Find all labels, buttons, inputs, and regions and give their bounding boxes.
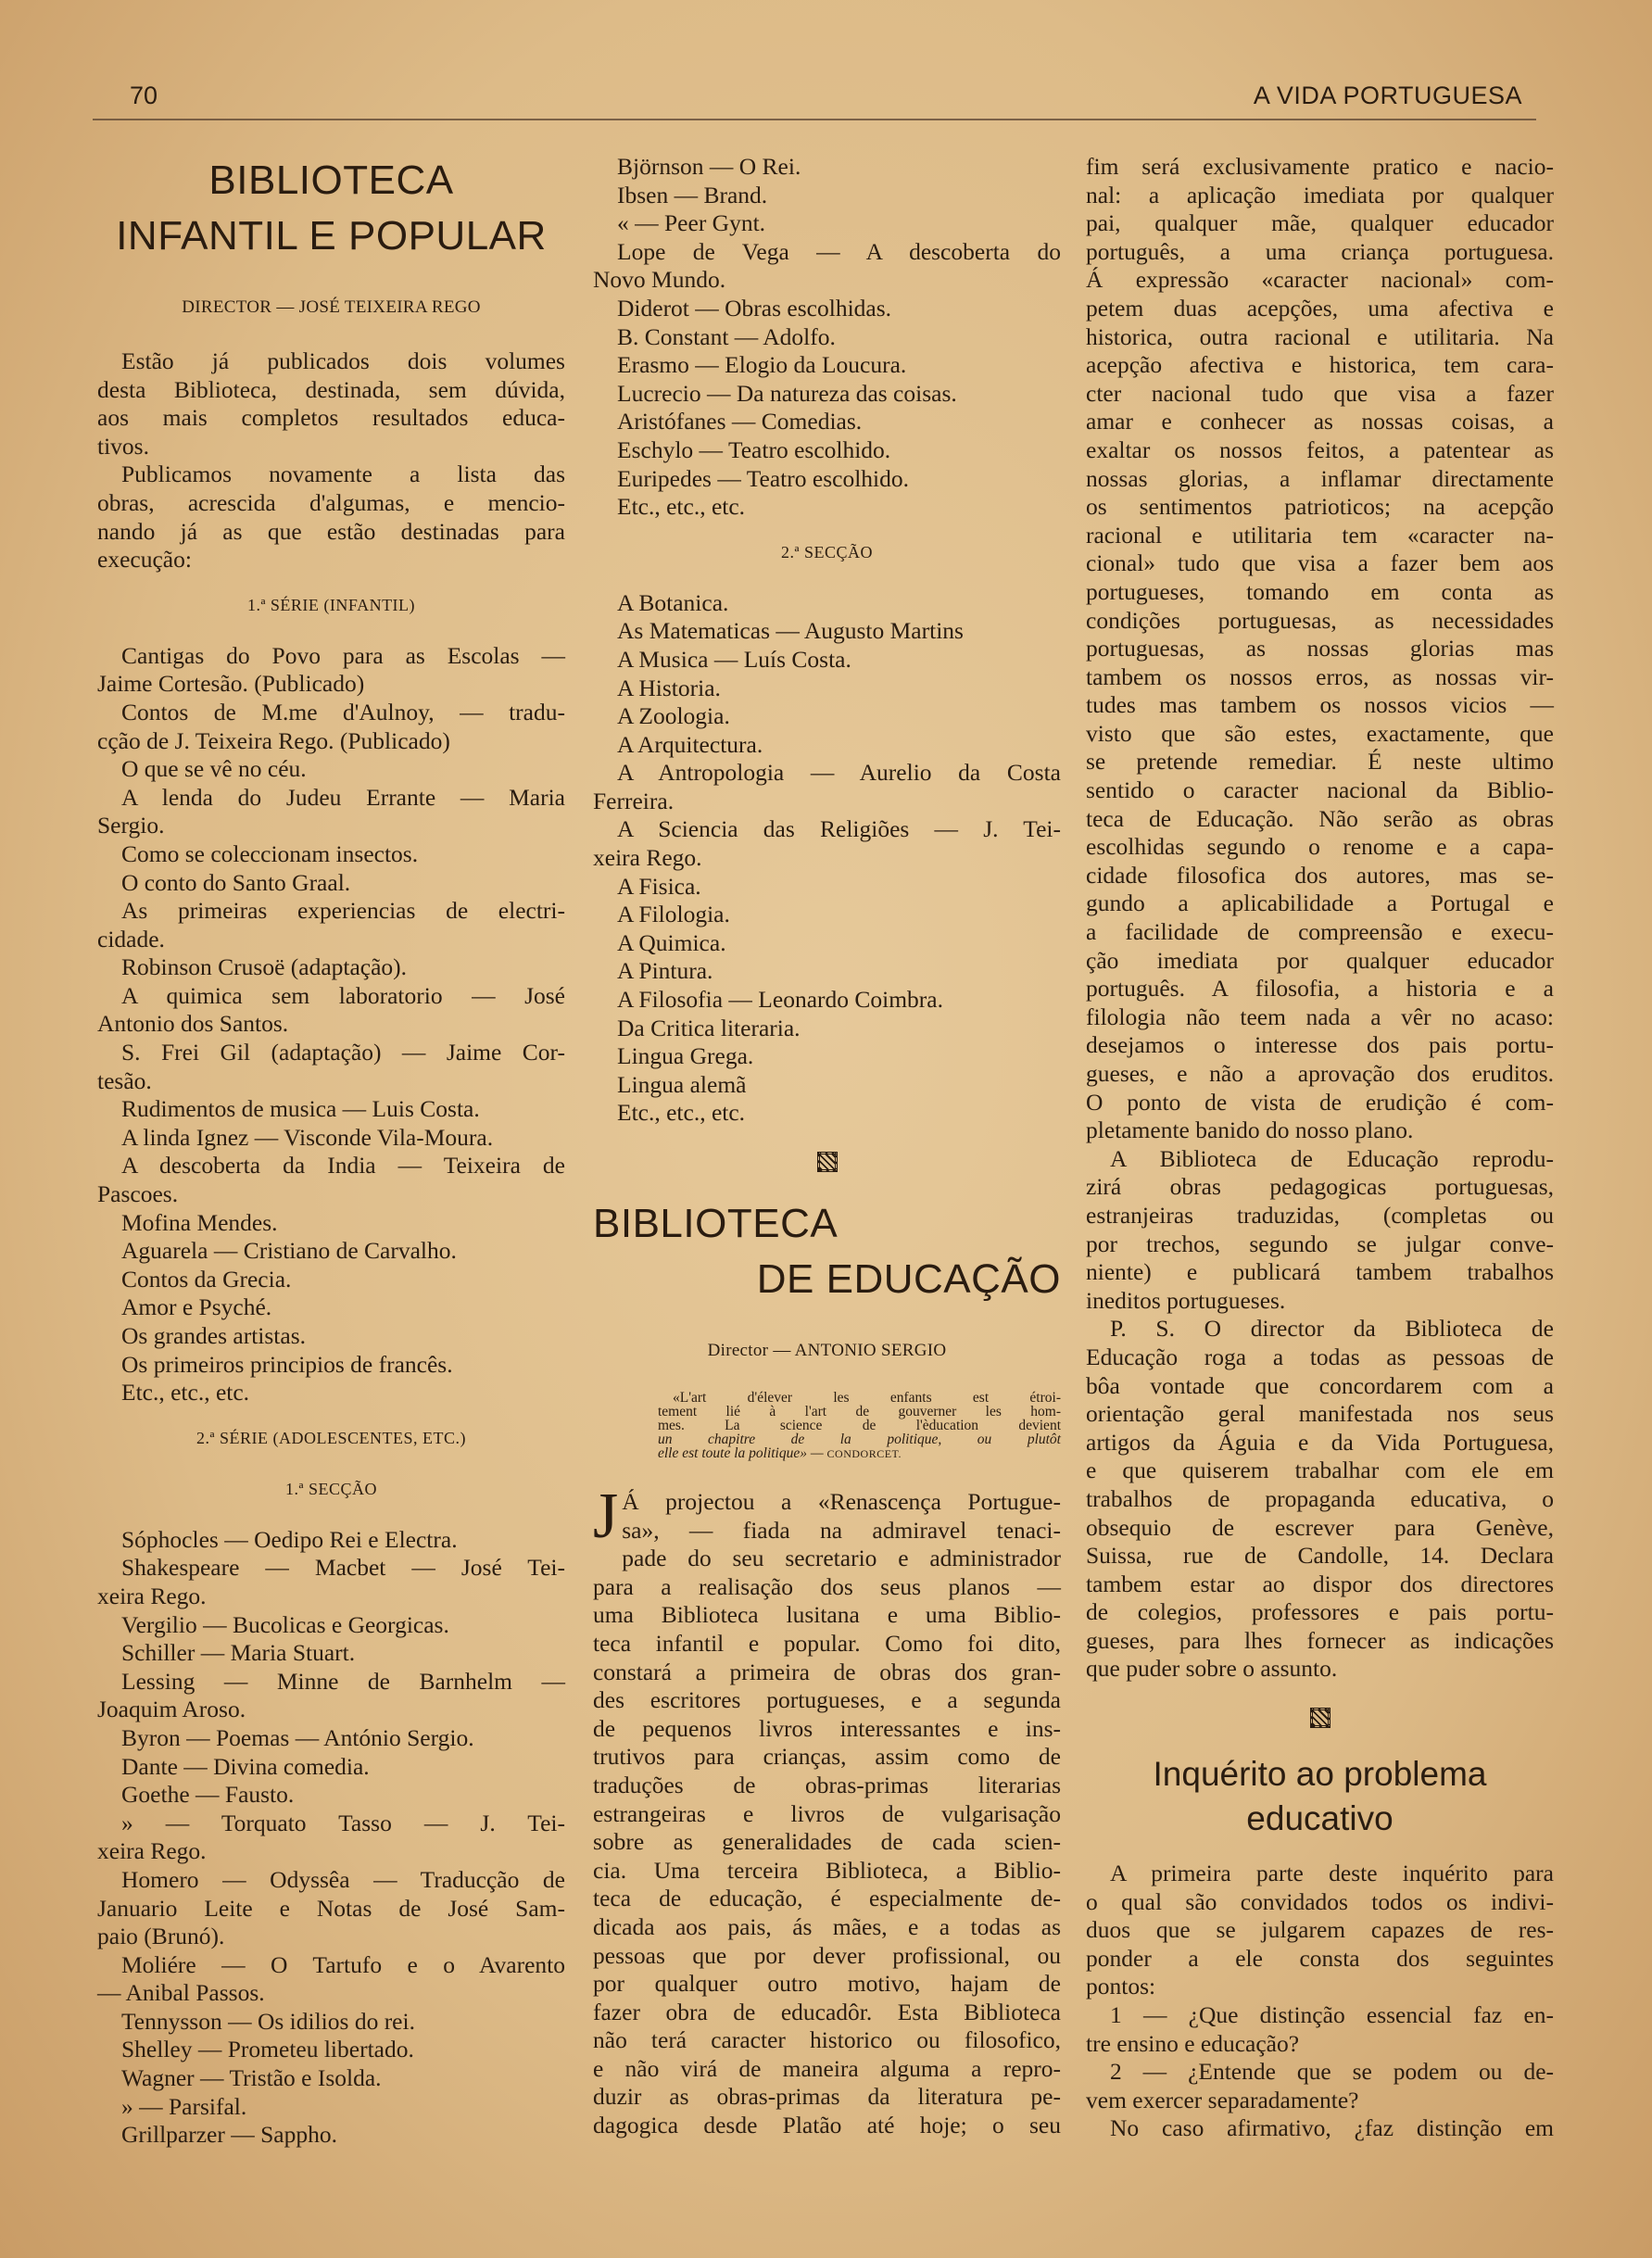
text-line: A Botanica. bbox=[617, 588, 729, 616]
text-line: para a realisação dos seus planos — bbox=[593, 1572, 1061, 1600]
text-line: português. A filosofia, a historia e a bbox=[1086, 975, 1554, 1003]
text-line: gueses, e não a aprovação dos eruditos. bbox=[1086, 1060, 1554, 1087]
text-line: Joaquim Aroso. bbox=[97, 1696, 246, 1723]
quote-line bbox=[658, 1405, 1061, 1419]
text-line: Wagner — Tristão e Isolda. bbox=[121, 2064, 382, 2092]
text-line: ponder a ele consta dos seguintes bbox=[1086, 1944, 1554, 1972]
text-line: portugueses, tomando em conta as bbox=[1086, 577, 1554, 605]
text-line: pletamente banido do nosso plano. bbox=[1086, 1116, 1414, 1144]
paragraph bbox=[97, 1322, 565, 1351]
epigraph-quote bbox=[658, 1391, 1061, 1460]
paragraph bbox=[97, 1209, 565, 1238]
text-line: tudes mas tambem os nossos vicios — bbox=[1086, 691, 1554, 719]
text-line: Etc., etc., etc. bbox=[617, 1099, 746, 1127]
text-line: xeira Rego. bbox=[97, 1582, 207, 1609]
text-line: Estão já publicados dois volumes bbox=[121, 347, 565, 374]
text-line: Etc., etc., etc. bbox=[617, 493, 746, 521]
text-line: « — Peer Gynt. bbox=[617, 209, 766, 237]
quote-text: tement lié à l'art de gouverner les hom- bbox=[658, 1404, 1061, 1419]
paragraph bbox=[593, 209, 1061, 238]
text-line: petem duas acepções, uma afectiva e bbox=[1086, 294, 1554, 322]
text-line: Sóphocles — Oedipo Rei e Electra. bbox=[121, 1525, 458, 1553]
text-line: A Pintura. bbox=[617, 957, 713, 985]
quote-line bbox=[658, 1446, 1061, 1460]
text-line: A Filosofia — Leonardo Coimbra. bbox=[617, 986, 943, 1014]
text-line: constará a primeira de obras dos gran- bbox=[593, 1658, 1061, 1685]
paragraph bbox=[1086, 153, 1554, 1145]
text-line: Educação roga a todas as pessoas de bbox=[1086, 1343, 1554, 1370]
text-line: As Matematicas — Augusto Martins bbox=[617, 617, 964, 645]
paragraph bbox=[593, 986, 1061, 1015]
paragraph bbox=[97, 1124, 565, 1153]
paragraph bbox=[593, 1099, 1061, 1128]
text-line: Robinson Crusoë (adaptação). bbox=[121, 953, 408, 981]
text-line: cter nacional tudo que visa a fazer bbox=[1086, 379, 1554, 407]
text-line: desta Biblioteca, destinada, sem dúvida, bbox=[97, 375, 565, 403]
paragraph bbox=[593, 351, 1061, 380]
text-line: Dante — Divina comedia. bbox=[121, 1752, 370, 1780]
text-line: cção de J. Teixeira Rego. (Publicado) bbox=[97, 726, 450, 754]
text-line: Mofina Mendes. bbox=[121, 1208, 278, 1236]
text-line: sobre as generalidades de cada scien- bbox=[593, 1828, 1061, 1856]
text-line: estrangeiras e livros de vulgarisação bbox=[593, 1799, 1061, 1827]
text-line: pai, qualquer mãe, qualquer educador bbox=[1086, 209, 1554, 237]
paragraph bbox=[97, 1237, 565, 1266]
paragraph bbox=[97, 2036, 565, 2064]
text-line: ção imediata por qualquer educador bbox=[1086, 946, 1554, 974]
text-line: tivos. bbox=[97, 432, 149, 460]
section-heading: 1.ª SÉRIE (INFANTIL) bbox=[246, 595, 416, 614]
text-line: No caso afirmativo, ¿faz distinção em bbox=[1110, 2114, 1554, 2142]
paragraph bbox=[593, 493, 1061, 522]
quote-text: «L'art d'élever les enfants est étroi- bbox=[673, 1390, 1061, 1406]
text-line: Lingua alemã bbox=[617, 1070, 747, 1098]
text-line: Moliére — O Tartufo e o Avarento bbox=[121, 1950, 565, 1978]
paragraph bbox=[97, 2093, 565, 2122]
text-line: niente) e publicará tambem trabalhos bbox=[1086, 1258, 1554, 1286]
text-line: » — Torquato Tasso — J. Tei- bbox=[121, 1809, 565, 1836]
paragraph bbox=[97, 1039, 565, 1095]
text-line: Rudimentos de musica — Luis Costa. bbox=[121, 1095, 480, 1123]
text-line: e que quiserem trabalhar com ele em bbox=[1086, 1457, 1554, 1484]
text-line: Euripedes — Teatro escolhido. bbox=[617, 464, 909, 492]
text-line: A Quimica. bbox=[617, 928, 726, 956]
text-line: A Antropologia — Aurelio da Costa bbox=[617, 759, 1061, 787]
section-title bbox=[97, 153, 565, 264]
text-line: nando já as que estão destinadas para bbox=[97, 517, 565, 545]
text-line: Os grandes artistas. bbox=[121, 1322, 306, 1349]
text-line: filologia não teem nada a vêr no acaso: bbox=[1086, 1003, 1554, 1030]
paragraph bbox=[97, 1781, 565, 1810]
paragraph bbox=[593, 929, 1061, 958]
text-line: pade do seu secretario e administrador bbox=[622, 1545, 1061, 1572]
text-line: visto que são estes, exactamente, que bbox=[1086, 719, 1554, 747]
text-line: A lenda do Judeu Errante — Maria bbox=[121, 783, 565, 811]
text-line: tre ensino e educação? bbox=[1086, 2029, 1300, 2057]
text-line: Schiller — Maria Stuart. bbox=[121, 1639, 356, 1667]
text-line: racional e utilitaria tem «caracter na- bbox=[1086, 521, 1554, 549]
paragraph bbox=[593, 675, 1061, 703]
text-line: A primeira parte deste inquérito para bbox=[1110, 1860, 1554, 1887]
text-line: teca infantil e popular. Como foi dito, bbox=[593, 1629, 1061, 1657]
text-line: obsequio de escrever para Genève, bbox=[1086, 1513, 1554, 1541]
text-line: gueses, para lhes fornecer as indicações bbox=[1086, 1626, 1554, 1654]
text-line: nossas glorias, a inflamar directamente bbox=[1086, 464, 1554, 492]
text-line: B. Constant — Adolfo. bbox=[617, 322, 836, 350]
column-3 bbox=[1086, 153, 1554, 2143]
text-line: a facilidade de compreensão e execu- bbox=[1086, 918, 1554, 946]
text-line: amar e conhecer as nossas coisas, a bbox=[1086, 408, 1554, 435]
paragraph bbox=[593, 465, 1061, 494]
paragraph bbox=[593, 873, 1061, 902]
text-line: des escritores portugueses, e a segunda bbox=[593, 1686, 1061, 1714]
paragraph bbox=[1086, 2114, 1554, 2143]
paragraph bbox=[1086, 1860, 1554, 2001]
text-line: se pretende remediar. É neste ultimo bbox=[1086, 748, 1554, 776]
paragraph bbox=[593, 646, 1061, 675]
text-line: cia. Uma terceira Biblioteca, a Biblio- bbox=[593, 1856, 1061, 1884]
text-line: Ferreira. bbox=[593, 787, 675, 814]
article-paragraph bbox=[593, 1481, 1061, 2140]
text-line: Januario Leite e Notas de José Sam- bbox=[97, 1894, 565, 1922]
text-line: teca de Educação. Não serão as obras bbox=[1086, 804, 1554, 832]
text-line: O conto do Santo Graal. bbox=[121, 868, 351, 896]
paragraph bbox=[97, 1951, 565, 2008]
paragraph bbox=[97, 2121, 565, 2150]
text-line: tambem estar ao dispor dos directores bbox=[1086, 1570, 1554, 1597]
ornament-icon bbox=[593, 1148, 1061, 1176]
text-line: dicada aos pais, ás mães, e a todas as bbox=[593, 1912, 1061, 1940]
text-line: bôa vontade que concordarem com a bbox=[1086, 1371, 1554, 1399]
paragraph bbox=[97, 1554, 565, 1610]
text-line: A Fisica. bbox=[617, 872, 701, 900]
text-line: aos mais completos resultados educa- bbox=[97, 404, 565, 432]
text-line: O ponto de vista de erudição é com- bbox=[1086, 1088, 1554, 1116]
text-line: paio (Brunó). bbox=[97, 1923, 225, 1950]
text-line: e não virá de maneira alguma a repro- bbox=[593, 2054, 1061, 2082]
paragraph bbox=[97, 1810, 565, 1866]
text-line: 2 — ¿Entende que se podem ou de- bbox=[1110, 2058, 1554, 2086]
text-line: Tennysson — Os idilios do rei. bbox=[121, 2007, 415, 2035]
text-line: cidade. bbox=[97, 925, 165, 952]
paragraph bbox=[97, 897, 565, 953]
title-line: educativo bbox=[1246, 1799, 1393, 1838]
text-line: Vergilio — Bucolicas e Georgicas. bbox=[121, 1610, 449, 1638]
text-line: Sergio. bbox=[97, 812, 165, 839]
quote-text: elle est toute la politique» — bbox=[658, 1445, 824, 1461]
paragraph bbox=[593, 380, 1061, 409]
paragraph bbox=[97, 1293, 565, 1322]
paragraph bbox=[97, 1668, 565, 1724]
paragraph bbox=[97, 1526, 565, 1555]
text-line: condições portuguesas, as necessidades bbox=[1086, 606, 1554, 634]
paragraph bbox=[97, 1866, 565, 1951]
paragraph bbox=[593, 702, 1061, 731]
text-line: Contos de M.me d'Aulnoy, — tradu- bbox=[121, 698, 565, 725]
text-line: Aguarela — Cristiano de Carvalho. bbox=[121, 1237, 457, 1265]
paragraph bbox=[593, 957, 1061, 986]
text-line: Björnson — O Rei. bbox=[617, 153, 801, 180]
text-line: Goethe — Fausto. bbox=[121, 1781, 295, 1809]
text-line: A Sciencia das Religiões — J. Tei- bbox=[617, 815, 1061, 843]
column-2 bbox=[593, 153, 1061, 2140]
text-line: A linda Ignez — Visconde Vila-Moura. bbox=[121, 1123, 494, 1151]
text-line: teca de educação, é especialmente de- bbox=[593, 1885, 1061, 1912]
paragraph bbox=[593, 901, 1061, 929]
text-line: pontos: bbox=[1086, 1973, 1156, 2000]
text-line: nal: a aplicação imediata por qualquer bbox=[1086, 181, 1554, 208]
text-line: Ibsen — Brand. bbox=[617, 181, 768, 208]
paragraph bbox=[97, 642, 565, 699]
text-line: vem exercer separadamente? bbox=[1086, 2086, 1359, 2113]
paragraph bbox=[97, 1379, 565, 1407]
title-line: DE EDUCAÇÃO bbox=[756, 1256, 1061, 1302]
text-line: zirá obras pedagogicas portuguesas, bbox=[1086, 1173, 1554, 1201]
paragraph bbox=[1086, 1315, 1554, 1684]
quote-line bbox=[658, 1419, 1061, 1432]
paragraph bbox=[593, 617, 1061, 646]
text-line: Cantigas do Povo para as Escolas — bbox=[121, 641, 565, 669]
text-line: portuguesas, as nossas glorias mas bbox=[1086, 635, 1554, 662]
column-1 bbox=[97, 153, 565, 2150]
text-line: gundo a aplicabilidade a Portugal e bbox=[1086, 889, 1554, 917]
text-line: Á expressão «caracter nacional» com- bbox=[1086, 266, 1554, 294]
section-heading: 2.ª SECÇÃO bbox=[781, 542, 873, 561]
paragraph bbox=[593, 153, 1061, 182]
text-line: Lucrecio — Da natureza das coisas. bbox=[617, 379, 957, 407]
paragraph bbox=[97, 1095, 565, 1124]
paragraph bbox=[97, 1611, 565, 1640]
text-line: Homero — Odyssêa — Traducção de bbox=[121, 1865, 565, 1893]
text-line: A descoberta da India — Teixeira de bbox=[121, 1152, 565, 1179]
paragraph bbox=[593, 1015, 1061, 1043]
paragraph bbox=[97, 347, 565, 460]
quote-line bbox=[658, 1391, 1061, 1405]
text-line: 1 — ¿Que distinção essencial faz en- bbox=[1110, 2001, 1554, 2029]
paragraph bbox=[97, 1351, 565, 1380]
paragraph bbox=[97, 755, 565, 784]
paragraph bbox=[593, 436, 1061, 465]
drop-cap: J bbox=[593, 1481, 619, 1552]
text-line: Suissa, rue de Candolle, 14. Declara bbox=[1086, 1542, 1554, 1570]
text-line: sa», — fiada na admiravel tenaci- bbox=[622, 1516, 1061, 1544]
text-line: Etc., etc., etc. bbox=[121, 1379, 250, 1407]
text-line: acepção afectiva e historica, tem cara- bbox=[1086, 351, 1554, 379]
text-line: A quimica sem laboratorio — José bbox=[121, 981, 565, 1009]
text-line: Da Critica literaria. bbox=[617, 1014, 801, 1041]
paragraph bbox=[97, 460, 565, 574]
text-line: Lingua Grega. bbox=[617, 1042, 754, 1070]
paragraph bbox=[97, 840, 565, 869]
page-number: 70 bbox=[130, 82, 158, 109]
text-line: Lope de Vega — A descoberta do bbox=[617, 237, 1061, 265]
text-line: traduções de obras-primas literarias bbox=[593, 1771, 1061, 1798]
quote-text: un chapitre de la politique, ou plutôt bbox=[658, 1432, 1061, 1447]
header-rule bbox=[93, 119, 1536, 120]
paragraph bbox=[593, 1071, 1061, 1100]
text-line: Aristófanes — Comedias. bbox=[617, 408, 863, 435]
paragraph bbox=[97, 1753, 565, 1782]
running-title: A VIDA PORTUGUESA bbox=[1253, 82, 1522, 109]
text-line: Jaime Cortesão. (Publicado) bbox=[97, 670, 365, 698]
paragraph bbox=[97, 953, 565, 982]
text-line: fim será exclusivamente pratico e nacio- bbox=[1086, 153, 1554, 180]
text-line: Antonio dos Santos. bbox=[97, 1010, 289, 1038]
paragraph bbox=[1086, 2001, 1554, 2058]
paragraph bbox=[593, 182, 1061, 210]
paragraph bbox=[97, 699, 565, 755]
text-line: Á projectou a «Renascença Portugue- bbox=[622, 1488, 1061, 1515]
paragraph bbox=[97, 784, 565, 840]
text-line: trutivos para crianças, assim como de bbox=[593, 1743, 1061, 1771]
text-line: trabalhos de propaganda educativa, o bbox=[1086, 1484, 1554, 1512]
paragraph bbox=[593, 295, 1061, 323]
director-byline: Director — ANTONIO SERGIO bbox=[707, 1341, 947, 1360]
paragraph bbox=[97, 2008, 565, 2037]
paragraph bbox=[593, 589, 1061, 618]
paragraph bbox=[593, 759, 1061, 815]
text-line: P. S. O director da Biblioteca de bbox=[1110, 1315, 1554, 1343]
text-line: não terá caracter historico ou filosofico, bbox=[593, 2026, 1061, 2054]
text-line: Eschylo — Teatro escolhido. bbox=[617, 435, 891, 463]
text-line: » — Parsifal. bbox=[121, 2092, 247, 2120]
paragraph bbox=[593, 731, 1061, 760]
text-line: A Zoologia. bbox=[617, 702, 730, 730]
text-line: Shelley — Prometeu libertado. bbox=[121, 2036, 414, 2063]
text-line: Shakespeare — Macbet — José Tei- bbox=[121, 1554, 565, 1582]
text-line: exaltar os nossos feitos, a patentear as bbox=[1086, 435, 1554, 463]
paragraph bbox=[1086, 1145, 1554, 1316]
text-line: Pascoes. bbox=[97, 1180, 179, 1208]
text-line: tesão. bbox=[97, 1066, 152, 1094]
text-line: os sentimentos patrioticos; na acepção bbox=[1086, 493, 1554, 521]
text-line: Amor e Psyché. bbox=[121, 1293, 272, 1321]
text-line: por trechos, segundo se julgar conve- bbox=[1086, 1230, 1554, 1257]
paragraph bbox=[97, 1724, 565, 1753]
quote-line bbox=[658, 1432, 1061, 1446]
paragraph bbox=[593, 238, 1061, 295]
text-line: obras, acrescida d'algumas, e mencio- bbox=[97, 488, 565, 516]
paragraph bbox=[593, 815, 1061, 872]
text-line: português, a uma criança portuguesa. bbox=[1086, 237, 1554, 265]
section-title bbox=[593, 1196, 1061, 1307]
text-line: uma Biblioteca lusitana e uma Biblio- bbox=[593, 1601, 1061, 1629]
text-line: cional» tudo que visa a fazer bem aos bbox=[1086, 549, 1554, 577]
text-line: Contos da Grecia. bbox=[121, 1265, 292, 1293]
quote-author: CONDORCET. bbox=[826, 1447, 902, 1460]
paragraph bbox=[1086, 2058, 1554, 2114]
title-line: Inquérito ao problema bbox=[1153, 1755, 1487, 1794]
text-line: que puder sobre o assunto. bbox=[1086, 1655, 1338, 1683]
text-line: fazer obra de educadôr. Esta Biblioteca bbox=[593, 1998, 1061, 2025]
text-line: cidade filosofica dos autores, mas se- bbox=[1086, 861, 1554, 889]
section-heading: 2.ª SÉRIE (ADOLESCENTES, ETC.) bbox=[196, 1428, 466, 1447]
paragraph bbox=[97, 869, 565, 898]
text-line: Como se coleccionam insectos. bbox=[121, 839, 419, 867]
text-line: desejamos o interesse dos pais portu- bbox=[1086, 1031, 1554, 1059]
title-line: BIBLIOTECA bbox=[208, 158, 454, 203]
quote-text: mes. La science de l'èducation devient bbox=[658, 1418, 1061, 1433]
text-line: Lessing — Minne de Barnhelm — bbox=[121, 1667, 565, 1695]
paragraph bbox=[97, 2064, 565, 2093]
text-line: — Anibal Passos. bbox=[97, 1979, 265, 2007]
text-line: A Arquitectura. bbox=[617, 730, 763, 758]
text-line: As primeiras experiencias de electri- bbox=[121, 897, 565, 925]
paragraph bbox=[97, 1266, 565, 1294]
title-line: BIBLIOTECA bbox=[593, 1201, 839, 1246]
text-line: A Historia. bbox=[617, 674, 721, 701]
text-line: historica, outra racional e utilitaria. Na bbox=[1086, 322, 1554, 350]
paragraph bbox=[97, 982, 565, 1039]
paragraph bbox=[593, 323, 1061, 352]
text-line: artigos da Águia e da Vida Portuguesa, bbox=[1086, 1428, 1554, 1456]
text-line: de pequenos livros interessantes e ins- bbox=[593, 1714, 1061, 1742]
text-line: sentido o caracter nacional da Biblio- bbox=[1086, 776, 1554, 804]
text-line: Erasmo — Elogio da Loucura. bbox=[617, 351, 907, 379]
paragraph bbox=[97, 1152, 565, 1208]
ornament-icon bbox=[1086, 1704, 1554, 1732]
text-line: A Filologia. bbox=[617, 901, 730, 928]
text-line: por qualquer outro motivo, hajam de bbox=[593, 1970, 1061, 1998]
paragraph bbox=[593, 1042, 1061, 1071]
text-line: O que se vê no céu. bbox=[121, 755, 307, 783]
text-line: Os primeiros principios de francês. bbox=[121, 1350, 453, 1378]
paragraph bbox=[97, 1639, 565, 1668]
director-byline: DIRECTOR — JOSÉ TEIXEIRA REGO bbox=[182, 297, 481, 317]
text-line: pessoas que por dever profissional, ou bbox=[593, 1941, 1061, 1969]
text-line: Novo Mundo. bbox=[593, 266, 726, 294]
text-line: A Musica — Luís Costa. bbox=[617, 645, 851, 673]
paragraph bbox=[593, 408, 1061, 436]
text-line: tambem os nossos erros, as nossas vir- bbox=[1086, 662, 1554, 690]
text-line: Diderot — Obras escolhidas. bbox=[617, 294, 892, 322]
section-title bbox=[1086, 1752, 1554, 1841]
text-line: execução: bbox=[97, 546, 192, 574]
section-heading: 1.ª SECÇÃO bbox=[285, 1479, 377, 1498]
text-line: Publicamos novamente a lista das bbox=[121, 460, 565, 488]
title-line: INFANTIL E POPULAR bbox=[116, 213, 547, 259]
text-line: o qual são convidados todos os indivi- bbox=[1086, 1887, 1554, 1915]
text-line: Grillparzer — Sappho. bbox=[121, 2121, 337, 2149]
text-line: duos que se julgarem capazes de res- bbox=[1086, 1916, 1554, 1944]
text-line: estranjeiras traduzidas, (completas ou bbox=[1086, 1201, 1554, 1229]
text-line: orientação geral manifestada nos seus bbox=[1086, 1400, 1554, 1428]
text-line: de colegios, professores e pais portu- bbox=[1086, 1598, 1554, 1626]
text-line: xeira Rego. bbox=[593, 844, 702, 872]
text-line: duzir as obras-primas da literatura pe- bbox=[593, 2083, 1061, 2111]
text-line: S. Frei Gil (adaptação) — Jaime Cor- bbox=[121, 1039, 565, 1066]
text-line: escolhidas segundo o renome e a capa- bbox=[1086, 833, 1554, 861]
text-line: ineditos portugueses. bbox=[1086, 1286, 1286, 1314]
text-line: Byron — Poemas — António Sergio. bbox=[121, 1723, 474, 1751]
text-line: A Biblioteca de Educação reprodu- bbox=[1110, 1144, 1554, 1172]
text-line: xeira Rego. bbox=[97, 1837, 207, 1865]
text-line: dagogica desde Platão até hoje; o seu bbox=[593, 2112, 1061, 2139]
